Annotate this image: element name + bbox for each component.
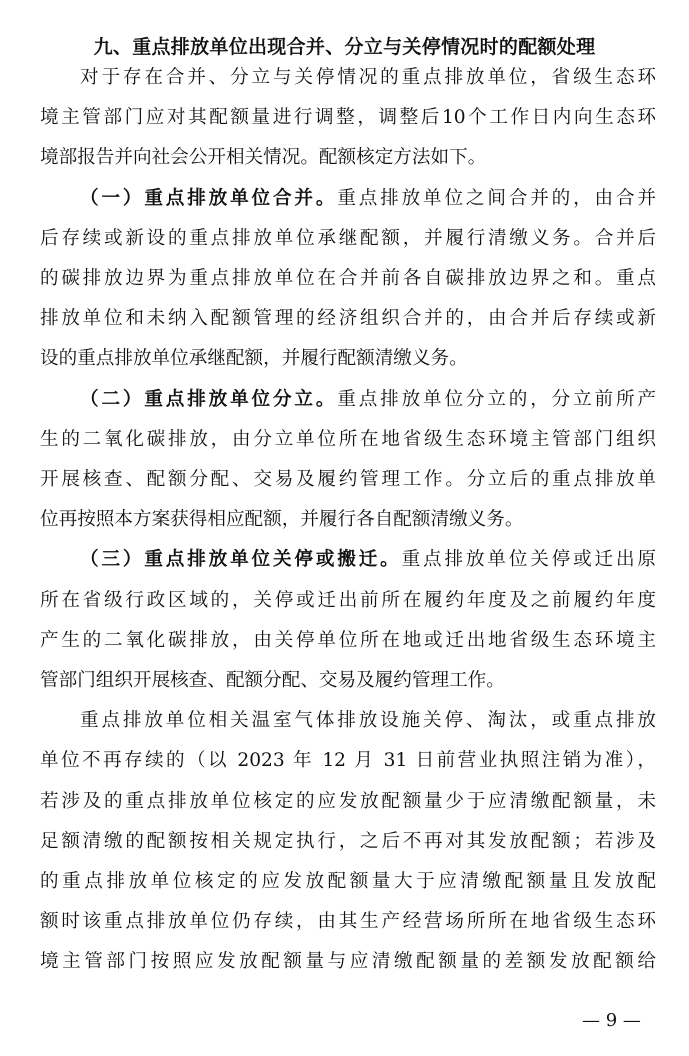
text-line [40,146,656,170]
text-line [40,669,656,693]
text-line [40,790,656,814]
text-line [80,548,656,572]
paragraph-text: 足额清缴的配额按相关规定执行，之后不再对其发放配额；若涉及 [40,831,656,852]
text-line [40,629,656,653]
text-line [40,910,656,934]
subsection-heading: （二）重点排放单位分立。 [80,389,338,410]
text-line [40,870,656,894]
text-line [40,508,656,532]
paragraph-text: 重点排放单位之间合并的，由合并 [337,188,656,209]
text-line [40,468,656,492]
paragraph-text: 单位不再存续的（以 2023 年 12 月 31 日前营业执照注销为准）， [40,750,656,771]
text-line [40,267,656,291]
text-line [40,589,656,613]
text-line [40,830,656,854]
section-heading: 九、重点排放单位出现合并、分立与关停情况时的配额处理 [93,36,596,58]
paragraph-text: 的碳排放边界为重点排放单位在合并前各自碳排放边界之和。重点 [40,268,656,289]
text-line [40,347,656,371]
paragraph-text: 后存续或新设的重点排放单位承继配额，并履行清缴义务。合并后 [40,228,656,249]
paragraph-text: 所在省级行政区域的，关停或迁出前所在履约年度及之前履约年度 [40,590,656,611]
subsection-heading: （三）重点排放单位关停或搬迁。 [80,549,402,570]
paragraph-text: 境主管部门应对其配额量进行调整，调整后10个工作日内向生态环 [40,107,656,128]
subsection-heading: （一）重点排放单位合并。 [80,188,338,209]
text-line [40,227,656,251]
paragraph-text: 额时该重点排放单位仍存续，由其生产经营场所所在地省级生态环 [40,911,656,932]
text-line [40,428,656,452]
text-line [40,106,656,130]
paragraph-text: 若涉及的重点排放单位核定的应发放配额量少于应清缴配额量，未 [40,791,656,812]
text-line [80,709,656,733]
paragraph-text: 重点排放单位相关温室气体排放设施关停、淘汰，或重点排放 [80,710,656,731]
text-line [80,187,656,211]
paragraph-text: 重点排放单位分立的，分立前所产 [337,389,656,410]
page-number: — 9 — [582,1010,641,1031]
text-line [40,950,656,974]
text-line [80,388,656,412]
paragraph-text: 产生的二氧化碳排放，由关停单位所在地或迁出地省级生态环境主 [40,630,656,651]
paragraph-text: 境部报告并向社会公开相关情况。配额核定方法如下。 [40,147,487,168]
paragraph-text: 位再按照本方案获得相应配额，并履行各自配额清缴义务。 [40,509,524,530]
paragraph-text: 境主管部门按照应发放配额量与应清缴配额量的差额发放配额给 [40,951,656,972]
text-line [40,749,656,773]
paragraph-text: 排放单位和未纳入配额管理的经济组织合并的，由合并后存续或新 [40,308,656,329]
paragraph-text: 管部门组织开展核查、配额分配、交易及履约管理工作。 [40,670,505,691]
paragraph-text: 的重点排放单位核定的应发放配额量大于应清缴配额量且发放配 [40,871,656,892]
paragraph-text: 开展核查、配额分配、交易及履约管理工作。分立后的重点排放单 [40,469,656,490]
text-line [40,307,656,331]
paragraph-text: 生的二氧化碳排放，由分立单位所在地省级生态环境主管部门组织 [40,429,656,450]
paragraph-text: 重点排放单位关停或迁出原 [401,549,656,570]
text-line [80,66,656,90]
paragraph-text: 设的重点排放单位承继配额，并履行配额清缴义务。 [40,348,468,369]
paragraph-text: 对于存在合并、分立与关停情况的重点排放单位，省级生态环 [80,67,656,88]
